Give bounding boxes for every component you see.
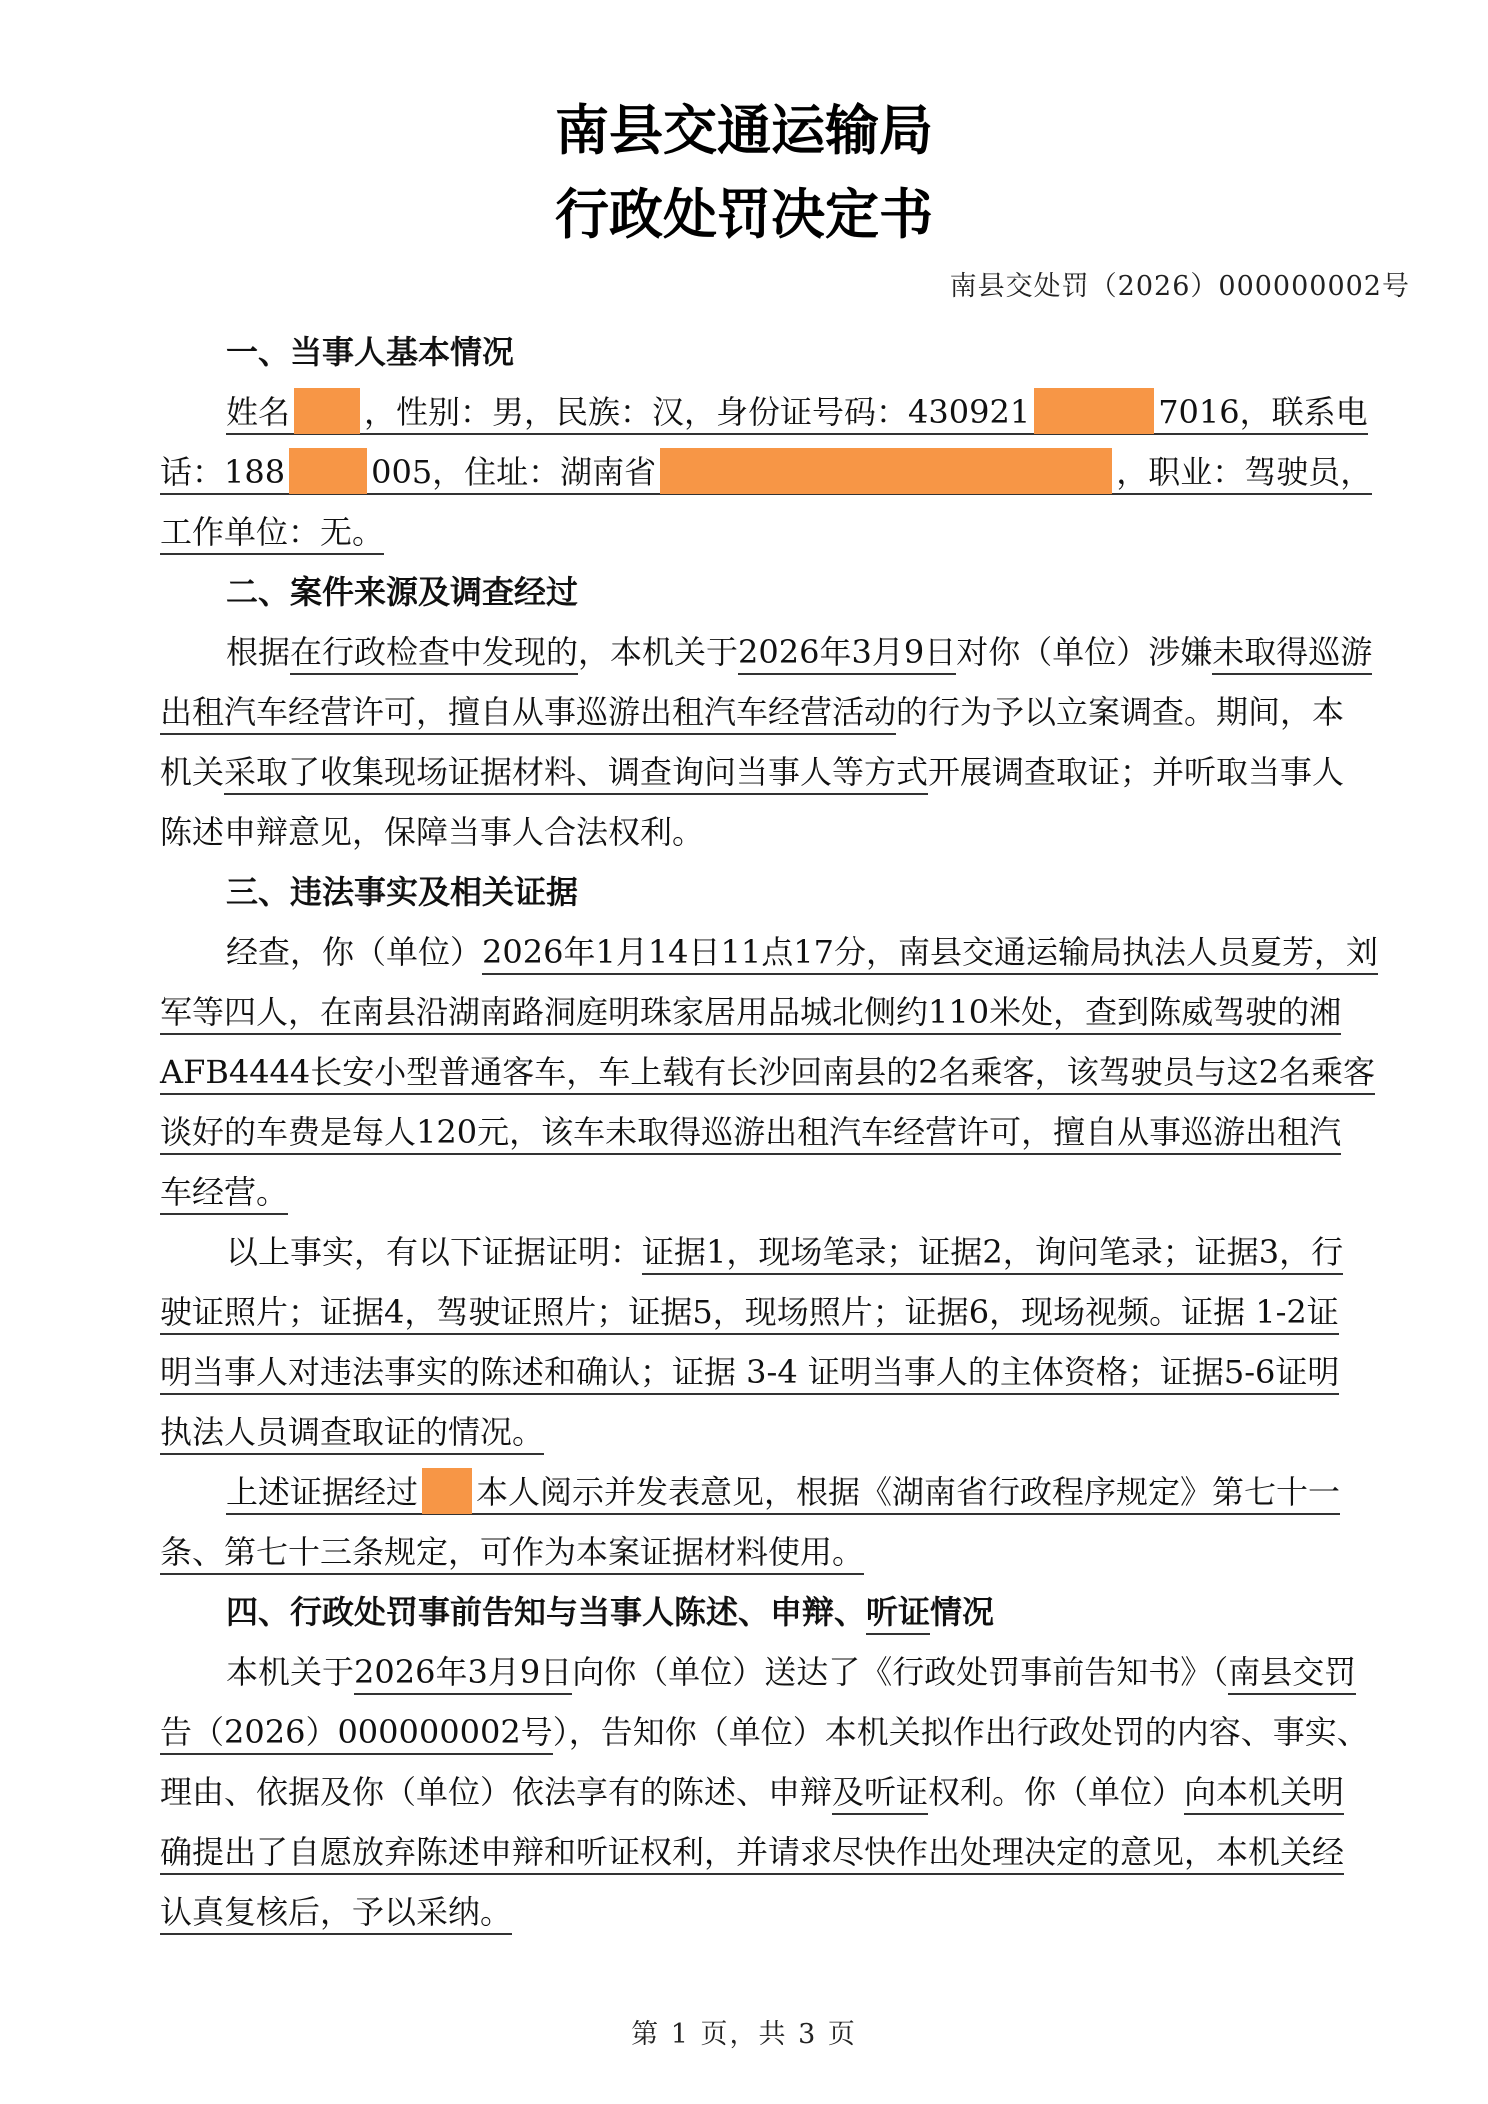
paragraph-line: 本机关于2026年3月9日向你（单位）送达了《行政处罚事前告知书》（南县交罚 [226,1642,1405,1702]
redaction-block [289,448,367,494]
redaction-block [294,388,360,434]
paragraph-line: 军等四人，在南县沿湖南路洞庭明珠家居用品城北侧约110米处，查到陈威驾驶的湘 [160,982,1405,1042]
paragraph-line: 经查，你（单位）2026年1月14日11点17分，南县交通运输局执法人员夏芳，刘 [226,922,1405,982]
paragraph-line: 明当事人对违法事实的陈述和确认；证据 3-4 证明当事人的主体资格；证据5-6证明 [160,1342,1405,1402]
paragraph-line: 根据在行政检查中发现的，本机关于2026年3月9日对你（单位）涉嫌未取得巡游 [226,622,1405,682]
paragraph-line [226,1462,1405,1522]
document-title-agency: 南县交通运输局 [555,99,933,162]
paragraph-line: 谈好的车费是每人120元，该车未取得巡游出租汽车经营许可，擅自从事巡游出租汽 [160,1102,1405,1162]
redaction-block [422,1468,472,1514]
paragraph-line: 以上事实，有以下证据证明：证据1，现场笔录；证据2，询问笔录；证据3，行 [226,1222,1405,1282]
paragraph-line: 驶证照片；证据4，驾驶证照片；证据5，现场照片；证据6，现场视频。证据 1-2证 [160,1282,1405,1342]
paragraph-line [226,382,1405,442]
section-heading-violation-facts: 三、违法事实及相关证据 [226,873,579,911]
paragraph-line [160,502,1405,562]
paragraph-line: 机关采取了收集现场证据材料、调查询问当事人等方式开展调查取证；并听取当事人 [160,742,1405,802]
paragraph-line: 车经营。 [160,1162,1405,1222]
paragraph-line: 陈述申辩意见，保障当事人合法权利。 [160,813,705,851]
paragraph-line: AFB4444长安小型普通客车，车上载有长沙回南县的2名乘客，该驾驶员与这2名乘客 [160,1042,1405,1102]
paragraph-line: 告（2026）000000002号），告知你（单位）本机关拟作出行政处罚的内容、事实、 [160,1702,1405,1762]
section-heading-prior-notice: 四、行政处罚事前告知与当事人陈述、申辩、听证情况 [226,1582,994,1642]
redaction-block [660,448,1112,494]
section-heading-party-info: 一、当事人基本情况 [226,333,515,371]
paragraph-line: 确提出了自愿放弃陈述申辩和听证权利，并请求尽快作出处理决定的意见，本机关经 [160,1822,1405,1882]
underlined-text: 上述证据经过 本人阅示并发表意见，根据《湖南省行政程序规定》第七十一 [226,1473,1340,1515]
page-number-footer: 第 1 页，共 3 页 [631,2019,857,2050]
document-number: 南县交处罚（2026）000000002号 [949,271,1410,302]
document-title-type: 行政处罚决定书 [555,183,933,246]
paragraph-line: 执法人员调查取证的情况。 [160,1402,1405,1462]
paragraph-line: 理由、依据及你（单位）依法享有的陈述、申辩及听证权利。你（单位）向本机关明 [160,1762,1405,1822]
paragraph-line [160,442,1405,502]
underlined-text: 工作单位：无。 [160,513,384,555]
paragraph-line: 出租汽车经营许可，擅自从事巡游出租汽车经营活动的行为予以立案调查。期间，本 [160,682,1405,742]
redaction-block [1034,388,1154,434]
underlined-text: 姓名 ，性别：男，民族：汉，身份证号码：430921 7016，联系电 [226,393,1368,435]
paragraph-line: 条、第七十三条规定，可作为本案证据材料使用。 [160,1522,1405,1582]
section-heading-case-source: 二、案件来源及调查经过 [226,573,579,611]
underlined-text: 话：188 005，住址：湖南省 ，职业：驾驶员， [160,453,1372,495]
paragraph-line: 认真复核后，予以采纳。 [160,1882,1405,1942]
